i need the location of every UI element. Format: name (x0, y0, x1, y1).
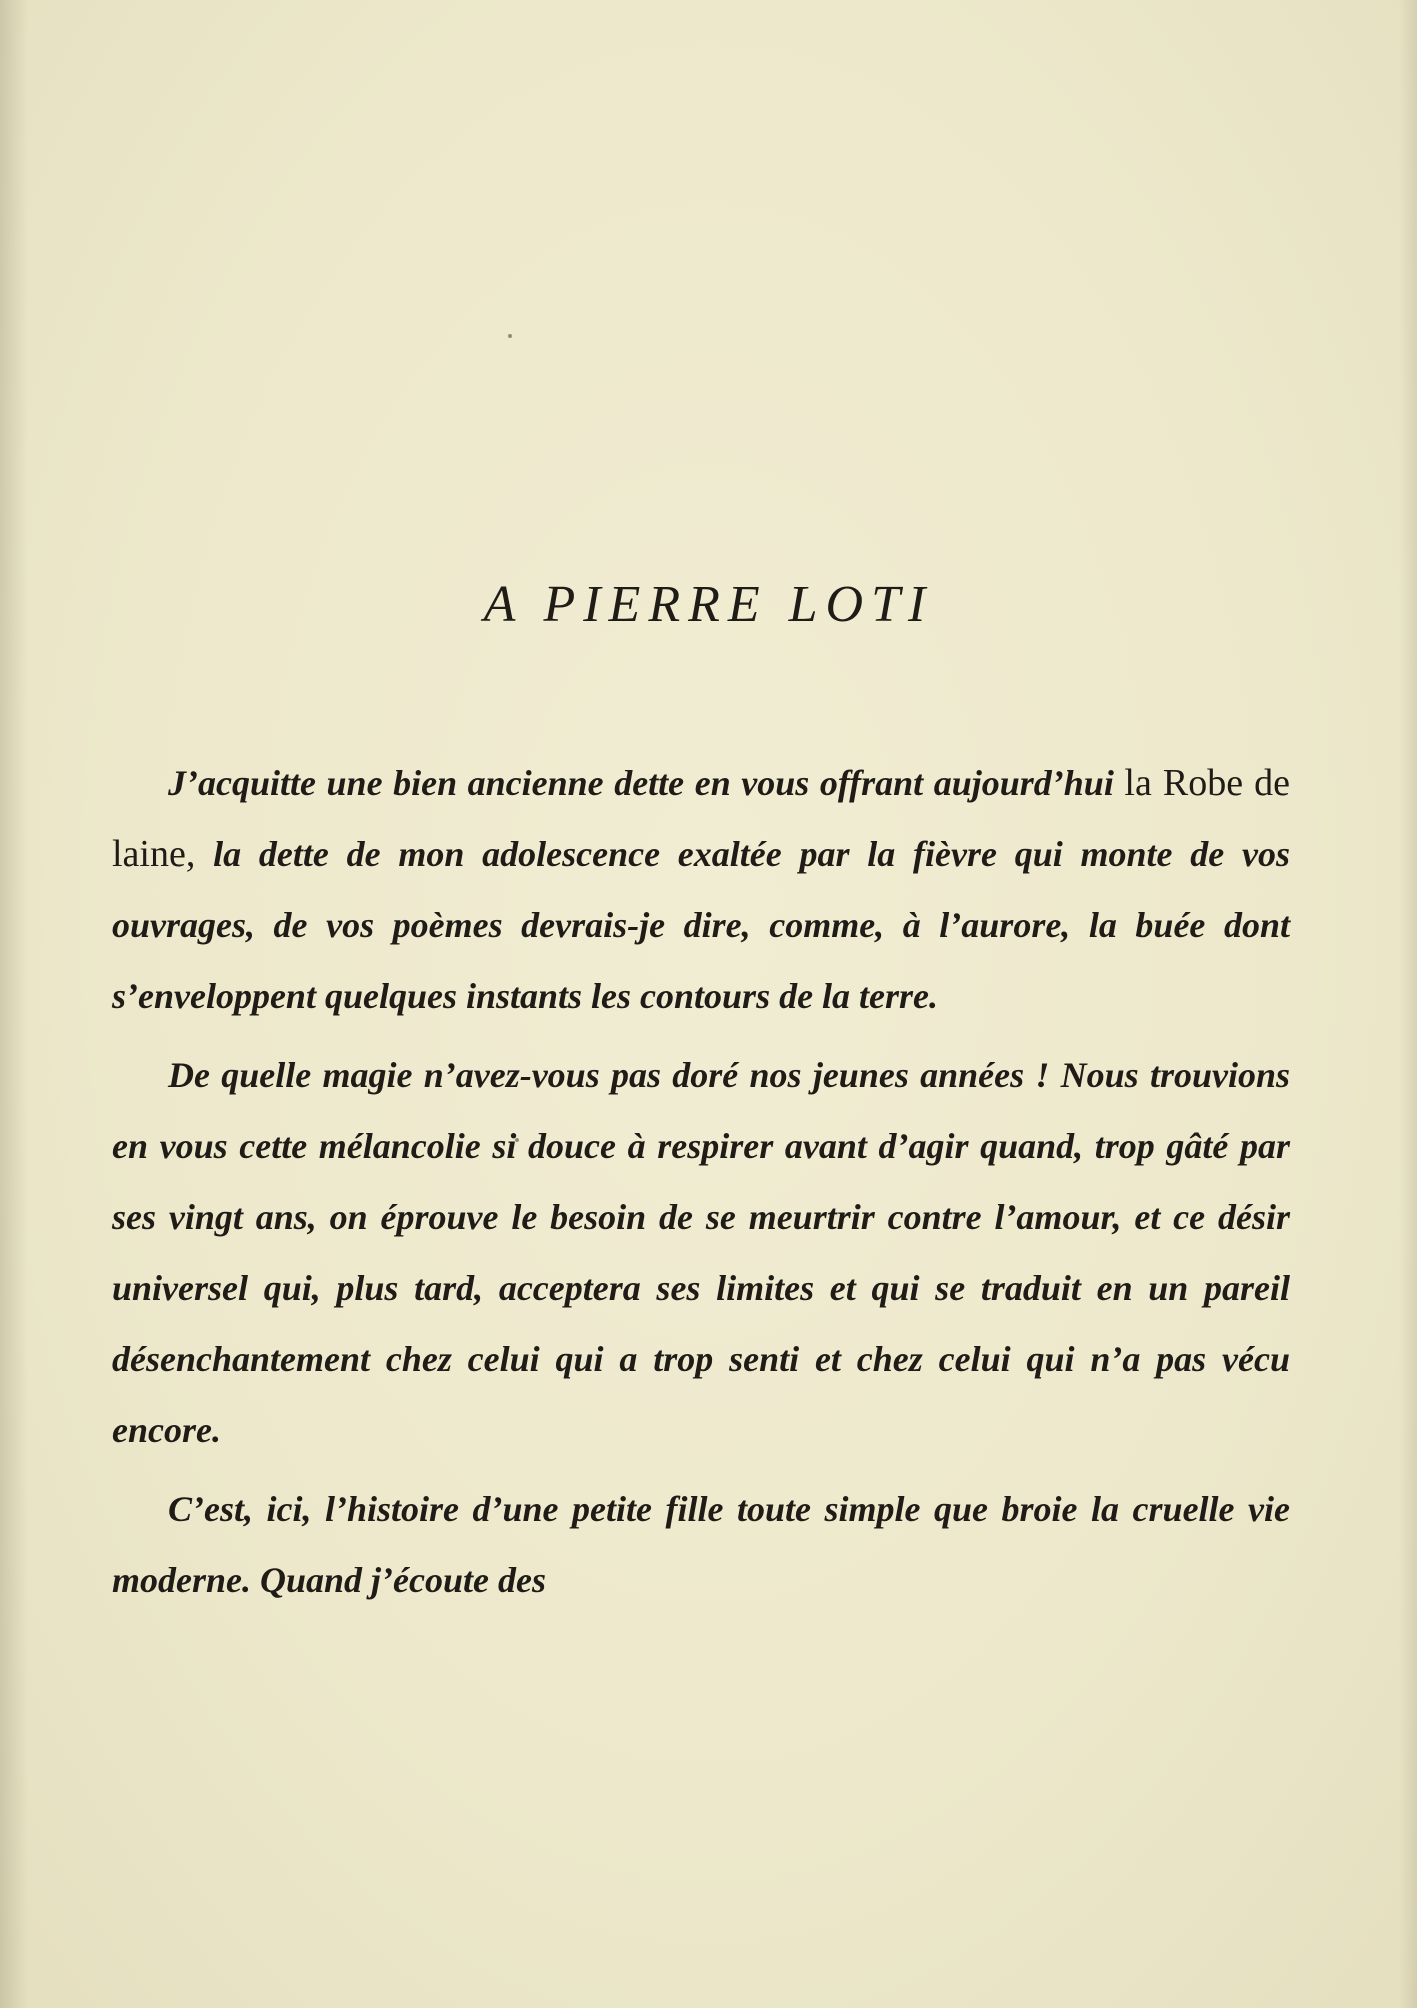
paragraph-2: De quelle magie n’avez-vous pas doré nos jeunes années ! Nous trouvions en vous cette mélancolie si douce à respirer avant d’agir quand, trop gâté par ses vingt ans, on éprouve le besoin de se meurtrir contre l’amour, et ce désir universel qui, plus tard, acceptera ses limites et qui se traduit en un pareil désenchantement chez celui qui a trop senti et chez celui qui n’a pas vécu encore. (112, 1055, 1290, 1450)
paragraph-1-part-a: J’acquitte une bien ancienne dette en vous offrant aujourd’hui (168, 763, 1125, 803)
dedication-text (112, 748, 1290, 1616)
paragraph-1 (112, 748, 1290, 1032)
paragraph-3: C’est, ici, l’histoire d’une petite fille toute simple que broie la cruelle vie moderne. Quand j’écoute des (112, 1489, 1290, 1600)
book-title-roman: la Robe de laine, (112, 762, 1290, 875)
dedication-title: A PIERRE LOTI (483, 576, 934, 633)
paragraph-1-part-b: la dette de mon adolescence exaltée par la fièvre qui monte de vos ouvrages, de vos poèmes devrais-je dire, comme, à l’aurore, la buée dont s’enveloppent quelques instants les contours de la terre. (112, 834, 1290, 1016)
page-spine-shadow (0, 0, 28, 2008)
page-edge-shadow (1399, 0, 1417, 2008)
paper-speck (508, 334, 512, 338)
